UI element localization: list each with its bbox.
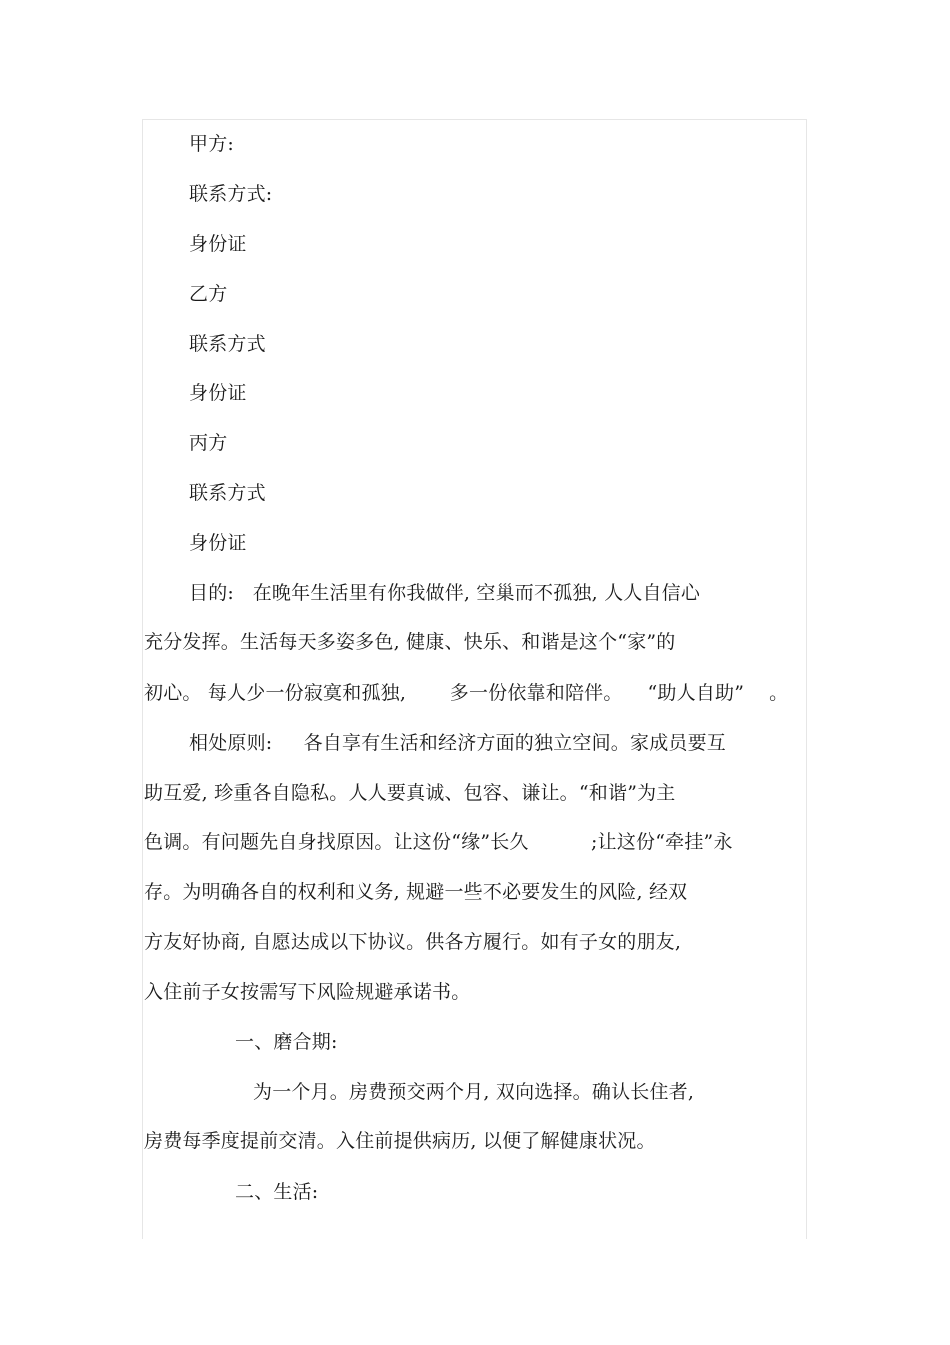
purpose-line-1: 目的: 在晚年生活里有你我做伴, 空巢而不孤独, 人人自信心 — [189, 582, 701, 604]
principles-line-4: 存。为明确各自的权利和义务, 规避一些不必要发生的风险, 经双 — [144, 881, 688, 903]
section-1-line-1: 为一个月。房费预交两个月, 双向选择。确认长住者, — [253, 1081, 695, 1103]
party-c-contact-label: 联系方式 — [189, 482, 266, 504]
party-a-contact-label: 联系方式: — [189, 183, 273, 205]
section-1-heading: 一、磨合期: — [235, 1031, 338, 1053]
principles-line-2: 助互爱, 珍重各自隐私。人人要真诚、包容、谦让。“和谐”为主 — [144, 782, 676, 804]
principles-line-1: 相处原则: 各自享有生活和经济方面的独立空间。家成员要互 — [189, 732, 727, 754]
purpose-line-3: 初心。 每人少一份寂寞和孤独, 多一份依靠和陪伴。 “助人自助” 。 — [144, 682, 789, 704]
party-b-label: 乙方 — [189, 283, 228, 305]
party-a-id-label: 身份证 — [189, 233, 247, 255]
principles-line-6: 入住前子女按需写下风险规避承诺书。 — [144, 981, 471, 1003]
party-b-contact-label: 联系方式 — [189, 333, 266, 355]
principles-line-5: 方友好协商, 自愿达成以下协议。供各方履行。如有子女的朋友, — [144, 931, 682, 953]
purpose-line-2: 充分发挥。生活每天多姿多色, 健康、快乐、和谐是这个“家”的 — [144, 631, 676, 653]
section-2-heading: 二、生活: — [235, 1181, 319, 1203]
party-c-label: 丙方 — [189, 432, 228, 454]
party-b-id-label: 身份证 — [189, 382, 247, 404]
party-a-label: 甲方: — [189, 133, 235, 155]
page-frame — [142, 119, 807, 1239]
party-c-id-label: 身份证 — [189, 532, 247, 554]
principles-line-3: 色调。有问题先自身找原因。让这份“缘”长久 ;让这份“牵挂”永 — [144, 831, 733, 853]
section-1-line-2: 房费每季度提前交清。入住前提供病历, 以便了解健康状况。 — [144, 1130, 656, 1152]
